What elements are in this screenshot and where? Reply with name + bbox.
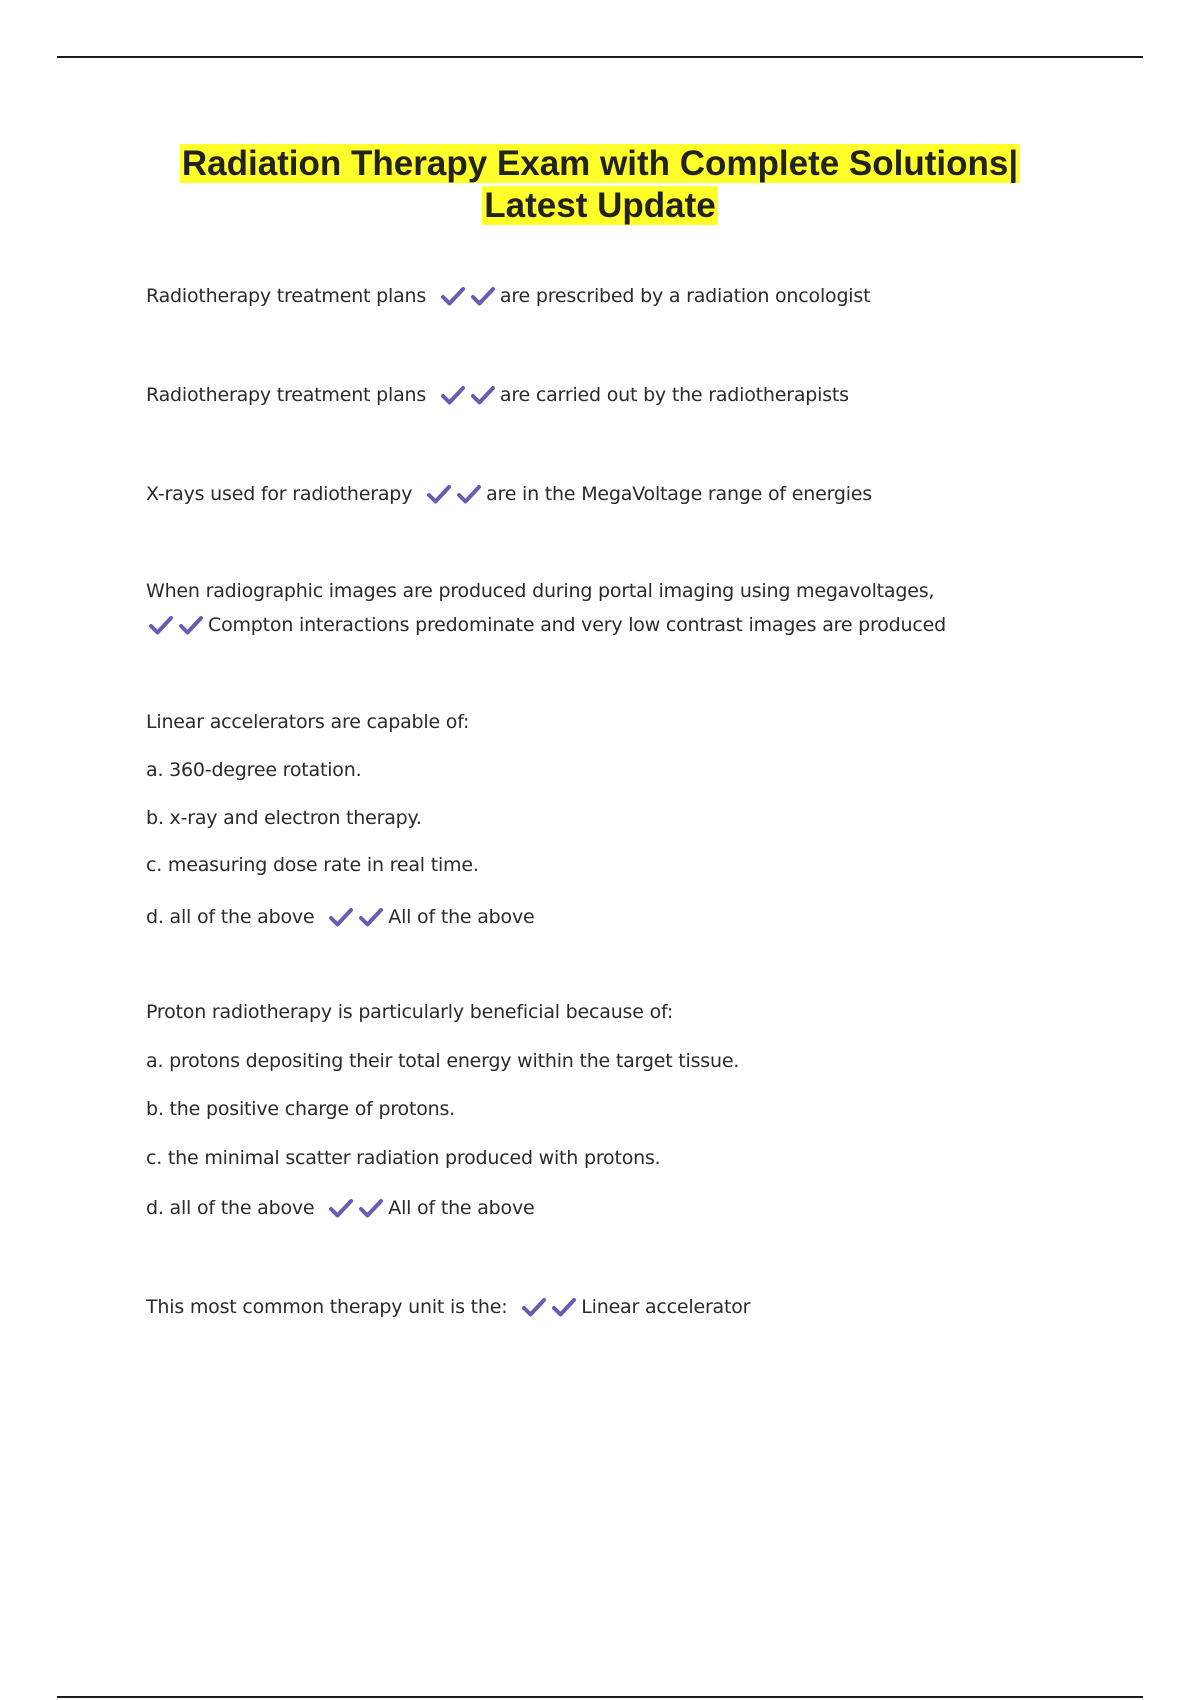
checkmark-icon	[357, 905, 385, 929]
option-a	[146, 757, 361, 783]
answer-checkmarks	[438, 283, 498, 309]
question-text: When radiographic images are produced during portal imaging using megavoltages,	[146, 580, 935, 602]
answer-checkmarks	[519, 1294, 579, 1320]
title-line-1: Radiation Therapy Exam with Complete Solutions|	[181, 144, 1019, 183]
checkmark-icon	[147, 613, 175, 637]
option-b	[146, 805, 422, 831]
answer-checkmarks	[146, 612, 206, 638]
checkmark-icon	[469, 284, 497, 308]
question-text: Proton radiotherapy is particularly beneficial because of:	[146, 1001, 674, 1023]
option-d	[146, 1195, 535, 1221]
document-title	[100, 143, 1100, 227]
checkmark-icon	[520, 1295, 548, 1319]
checkmark-icon	[327, 905, 355, 929]
option-text: c. measuring dose rate in real time.	[146, 854, 479, 876]
option-text: c. the minimal scatter radiation produced with protons.	[146, 1147, 661, 1169]
answer-checkmarks	[424, 481, 484, 507]
option-text: d. all of the above	[146, 1197, 315, 1219]
answer-checkmarks	[438, 382, 498, 408]
checkmark-icon	[327, 1196, 355, 1220]
qa-item-3	[146, 481, 872, 507]
answer-text: All of the above	[388, 906, 535, 928]
answer-text: Linear accelerator	[581, 1296, 751, 1318]
option-c	[146, 1145, 661, 1171]
question-text: Radiotherapy treatment plans	[146, 285, 427, 307]
option-a	[146, 1048, 739, 1074]
answer-text: All of the above	[388, 1197, 535, 1219]
qa-item-6-question	[146, 999, 673, 1025]
checkmark-icon	[439, 383, 467, 407]
qa-item-1	[146, 283, 870, 309]
option-text: a. 360-degree rotation.	[146, 759, 362, 781]
option-b	[146, 1096, 455, 1122]
qa-item-4-answer	[146, 612, 946, 638]
title-line-2: Latest Update	[484, 186, 716, 225]
checkmark-icon	[357, 1196, 385, 1220]
answer-text: Compton interactions predominate and very low contrast images are produced	[208, 614, 946, 636]
checkmark-icon	[550, 1295, 578, 1319]
checkmark-icon	[469, 383, 497, 407]
checkmark-icon	[439, 284, 467, 308]
question-text: X-rays used for radiotherapy	[146, 483, 413, 505]
answer-text: are in the MegaVoltage range of energies	[486, 483, 872, 505]
option-text: b. x-ray and electron therapy.	[146, 807, 422, 829]
answer-text: are prescribed by a radiation oncologist	[499, 285, 871, 307]
top-rule	[57, 56, 1143, 58]
qa-item-5-question	[146, 709, 469, 735]
checkmark-icon	[177, 613, 205, 637]
qa-item-2	[146, 382, 849, 408]
answer-text: are carried out by the radiotherapists	[499, 384, 849, 406]
bottom-rule	[57, 1696, 1143, 1698]
option-c	[146, 852, 479, 878]
answer-checkmarks	[326, 1195, 386, 1221]
qa-item-4-question	[146, 578, 934, 604]
option-d	[146, 904, 535, 930]
question-text: This most common therapy unit is the:	[146, 1296, 508, 1318]
option-text: d. all of the above	[146, 906, 315, 928]
question-text: Radiotherapy treatment plans	[146, 384, 427, 406]
option-text: b. the positive charge of protons.	[146, 1098, 456, 1120]
question-text: Linear accelerators are capable of:	[146, 711, 470, 733]
checkmark-icon	[455, 482, 483, 506]
answer-checkmarks	[326, 904, 386, 930]
option-text: a. protons depositing their total energy within the target tissue.	[146, 1050, 740, 1072]
qa-item-7	[146, 1294, 750, 1320]
checkmark-icon	[425, 482, 453, 506]
